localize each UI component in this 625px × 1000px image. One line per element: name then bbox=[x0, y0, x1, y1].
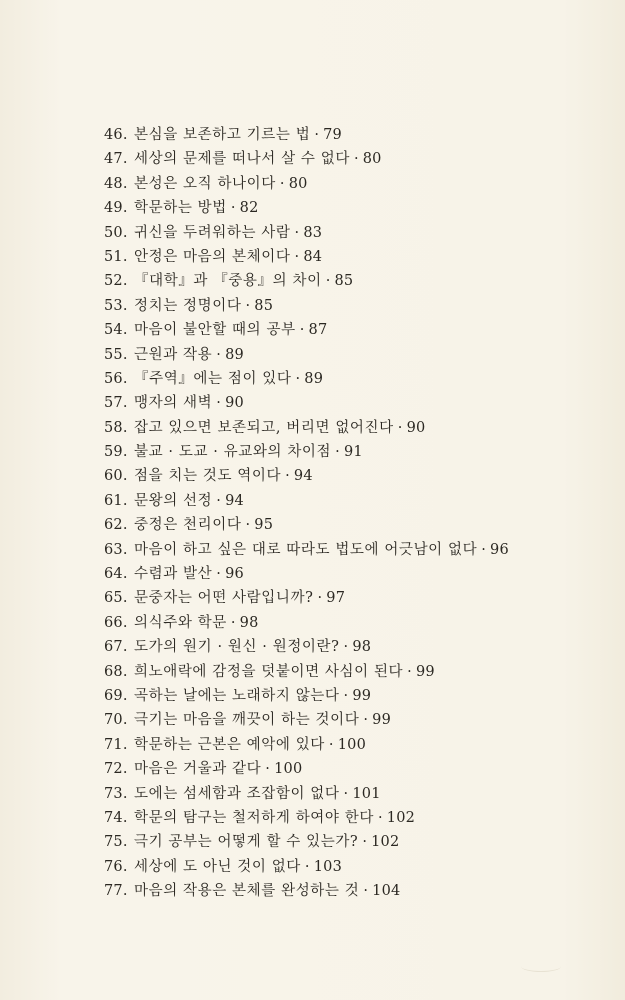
toc-entry bbox=[104, 538, 604, 562]
entry-page-number: 96 bbox=[490, 541, 509, 558]
toc-entry bbox=[104, 513, 604, 537]
entry-number: 72. bbox=[104, 761, 128, 778]
entry-separator: · bbox=[285, 468, 290, 485]
toc-entry bbox=[104, 147, 604, 171]
entry-number: 61. bbox=[104, 492, 128, 509]
entry-number: 67. bbox=[104, 639, 128, 656]
toc-entry bbox=[104, 684, 604, 708]
toc-entry bbox=[104, 611, 604, 635]
entry-separator: · bbox=[230, 614, 236, 631]
entry-number: 62. bbox=[104, 517, 128, 534]
entry-title: 본성은 오직 하나이다 bbox=[134, 175, 276, 192]
entry-separator: · bbox=[294, 224, 300, 241]
toc-entry bbox=[104, 757, 604, 781]
toc-entry bbox=[104, 172, 604, 196]
toc-entry bbox=[104, 221, 604, 245]
entry-number: 47. bbox=[104, 151, 128, 168]
entry-page-number: 91 bbox=[343, 444, 363, 461]
entry-title: 잡고 있으면 보존되고, 버리면 없어진다 bbox=[134, 419, 394, 436]
entry-separator: · bbox=[353, 151, 359, 168]
toc-entry bbox=[104, 416, 604, 440]
entry-separator: · bbox=[245, 517, 251, 534]
entry-number: 55. bbox=[104, 346, 128, 363]
toc-entry bbox=[104, 562, 604, 586]
entry-title: 도에는 섬세함과 조잡함이 없다 bbox=[134, 785, 340, 802]
entry-title: 학문하는 근본은 예악에 있다 bbox=[134, 736, 325, 753]
entry-title: 근원과 작용 bbox=[134, 346, 213, 363]
entry-separator: · bbox=[343, 639, 349, 656]
toc-entry bbox=[104, 830, 604, 854]
entry-number: 57. bbox=[104, 395, 128, 412]
toc-entry bbox=[104, 806, 604, 830]
entry-page-number: 95 bbox=[254, 517, 274, 534]
entry-title: 희노애락에 감정을 덧붙이면 사심이 된다 bbox=[134, 663, 404, 680]
entry-number: 59. bbox=[104, 444, 128, 461]
entry-number: 56. bbox=[104, 370, 128, 387]
page-corner-mark bbox=[521, 961, 561, 972]
entry-title: 『대학』과 『중용』의 차이 bbox=[134, 273, 322, 290]
entry-page-number: 96 bbox=[225, 566, 244, 583]
entry-separator: · bbox=[295, 370, 301, 387]
entry-number: 52. bbox=[104, 273, 128, 290]
entry-title: 불교 · 도교 · 유교와의 차이점 bbox=[134, 444, 332, 461]
entry-number: 65. bbox=[104, 590, 128, 607]
entry-number: 50. bbox=[104, 224, 128, 241]
toc-entry bbox=[104, 708, 604, 732]
entry-separator: · bbox=[343, 687, 349, 704]
entry-separator: · bbox=[216, 346, 222, 363]
entry-title: 마음은 거울과 같다 bbox=[134, 761, 262, 778]
entry-separator: · bbox=[245, 297, 251, 314]
entry-number: 53. bbox=[104, 297, 128, 314]
entry-page-number: 94 bbox=[225, 492, 244, 509]
entry-page-number: 82 bbox=[239, 200, 259, 217]
entry-number: 54. bbox=[104, 322, 128, 339]
entry-number: 58. bbox=[104, 419, 128, 436]
toc-entry bbox=[104, 343, 604, 367]
toc-entry bbox=[104, 586, 604, 610]
entry-separator: · bbox=[377, 809, 383, 826]
entry-separator: · bbox=[325, 273, 331, 290]
entry-title: 도가의 원기 · 원신 · 원정이란? bbox=[134, 639, 340, 656]
entry-separator: · bbox=[481, 541, 487, 558]
entry-title: 점을 치는 것도 역이다 bbox=[134, 468, 282, 485]
entry-separator: · bbox=[328, 736, 334, 753]
toc-entry bbox=[104, 367, 604, 391]
entry-title: 극기 공부는 어떻게 할 수 있는가? bbox=[134, 834, 359, 851]
entry-title: 곡하는 날에는 노래하지 않는다 bbox=[134, 687, 340, 704]
entry-page-number: 84 bbox=[303, 248, 323, 265]
toc-entry bbox=[104, 660, 604, 684]
entry-page-number: 102 bbox=[371, 834, 400, 851]
entry-page-number: 90 bbox=[406, 419, 426, 436]
toc-entry bbox=[104, 196, 604, 220]
entry-page-number: 104 bbox=[372, 883, 401, 900]
toc-entry bbox=[104, 733, 604, 757]
toc-entry bbox=[104, 489, 604, 513]
toc-entry bbox=[104, 318, 604, 342]
entry-number: 70. bbox=[104, 712, 128, 729]
entry-title: 학문하는 방법 bbox=[134, 200, 227, 217]
entry-separator: · bbox=[363, 883, 369, 900]
entry-number: 71. bbox=[104, 736, 128, 753]
entry-title: 『주역』에는 점이 있다 bbox=[134, 370, 292, 387]
entry-number: 68. bbox=[104, 663, 128, 680]
entry-page-number: 80 bbox=[288, 175, 308, 192]
entry-title: 마음이 하고 싶은 대로 따라도 법도에 어긋남이 없다 bbox=[134, 541, 478, 558]
table-of-contents bbox=[104, 123, 604, 904]
entry-number: 64. bbox=[104, 566, 128, 583]
toc-entry bbox=[104, 391, 604, 415]
entry-title: 수렴과 발산 bbox=[134, 566, 213, 583]
entry-number: 75. bbox=[104, 834, 128, 851]
entry-title: 세상에 도 아닌 것이 없다 bbox=[134, 858, 301, 875]
entry-title: 중정은 천리이다 bbox=[134, 517, 242, 534]
entry-number: 66. bbox=[104, 614, 128, 631]
entry-title: 귀신을 두려워하는 사람 bbox=[134, 224, 291, 241]
entry-separator: · bbox=[317, 590, 323, 607]
entry-separator: · bbox=[294, 248, 300, 265]
entry-page-number: 80 bbox=[362, 151, 382, 168]
toc-entry bbox=[104, 269, 604, 293]
entry-separator: · bbox=[216, 395, 222, 412]
entry-title: 정치는 정명이다 bbox=[134, 297, 242, 314]
entry-number: 51. bbox=[104, 248, 128, 265]
entry-page-number: 89 bbox=[304, 370, 324, 387]
entry-number: 63. bbox=[104, 541, 128, 558]
entry-title: 세상의 문제를 떠나서 살 수 없다 bbox=[134, 151, 350, 168]
entry-separator: · bbox=[343, 785, 349, 802]
entry-title: 맹자의 새벽 bbox=[134, 395, 213, 412]
entry-title: 본심을 보존하고 기르는 법 bbox=[134, 127, 311, 143]
entry-page-number: 99 bbox=[372, 712, 392, 729]
entry-title: 문중자는 어떤 사람입니까? bbox=[134, 590, 314, 607]
entry-page-number: 83 bbox=[303, 224, 323, 241]
entry-page-number: 99 bbox=[415, 663, 435, 680]
entry-separator: · bbox=[314, 127, 320, 143]
toc-entry bbox=[104, 294, 604, 318]
toc-entry bbox=[104, 855, 604, 879]
entry-page-number: 100 bbox=[337, 736, 367, 753]
toc-entry bbox=[104, 245, 604, 269]
entry-number: 69. bbox=[104, 687, 128, 704]
entry-separator: · bbox=[299, 322, 305, 339]
entry-title: 마음이 불안할 때의 공부 bbox=[134, 322, 296, 339]
entry-page-number: 89 bbox=[225, 346, 244, 363]
entry-title: 마음의 작용은 본체를 완성하는 것 bbox=[134, 883, 360, 900]
entry-title: 안정은 마음의 본체이다 bbox=[134, 248, 291, 265]
toc-entry bbox=[104, 635, 604, 659]
entry-title: 의식주와 학문 bbox=[134, 614, 227, 631]
entry-page-number: 94 bbox=[293, 468, 313, 485]
entry-separator: · bbox=[335, 444, 340, 461]
entry-separator: · bbox=[216, 566, 222, 583]
toc-entry bbox=[104, 879, 604, 903]
entry-separator: · bbox=[279, 175, 285, 192]
entry-number: 73. bbox=[104, 785, 128, 802]
entry-page-number: 99 bbox=[352, 687, 372, 704]
toc-entry bbox=[104, 782, 604, 806]
entry-number: 77. bbox=[104, 883, 128, 900]
entry-page-number: 85 bbox=[254, 297, 274, 314]
entry-number: 49. bbox=[104, 200, 128, 217]
entry-page-number: 79 bbox=[323, 127, 342, 143]
entry-title: 극기는 마음을 깨끗이 하는 것이다 bbox=[134, 712, 360, 729]
entry-page-number: 103 bbox=[313, 858, 342, 875]
entry-separator: · bbox=[407, 663, 412, 680]
entry-separator: · bbox=[397, 419, 403, 436]
entry-separator: · bbox=[216, 492, 222, 509]
entry-page-number: 101 bbox=[352, 785, 381, 802]
entry-page-number: 90 bbox=[225, 395, 244, 412]
entry-separator: · bbox=[304, 858, 310, 875]
entry-number: 46. bbox=[104, 127, 128, 143]
entry-number: 60. bbox=[104, 468, 128, 485]
entry-page-number: 97 bbox=[326, 590, 346, 607]
entry-separator: · bbox=[362, 834, 368, 851]
entry-title: 문왕의 선정 bbox=[134, 492, 213, 509]
entry-page-number: 98 bbox=[239, 614, 259, 631]
entry-separator: · bbox=[230, 200, 236, 217]
entry-separator: · bbox=[363, 712, 369, 729]
entry-title: 학문의 탐구는 철저하게 하여야 한다 bbox=[134, 809, 374, 826]
toc-entry bbox=[104, 123, 604, 147]
toc-entry bbox=[104, 464, 604, 488]
entry-page-number: 100 bbox=[274, 761, 303, 778]
entry-number: 74. bbox=[104, 809, 128, 826]
entry-number: 48. bbox=[104, 175, 128, 192]
toc-entry bbox=[104, 440, 604, 464]
entry-page-number: 85 bbox=[334, 273, 354, 290]
entry-separator: · bbox=[265, 761, 271, 778]
entry-number: 76. bbox=[104, 858, 128, 875]
entry-page-number: 102 bbox=[386, 809, 416, 826]
entry-page-number: 87 bbox=[308, 322, 328, 339]
entry-page-number: 98 bbox=[352, 639, 372, 656]
